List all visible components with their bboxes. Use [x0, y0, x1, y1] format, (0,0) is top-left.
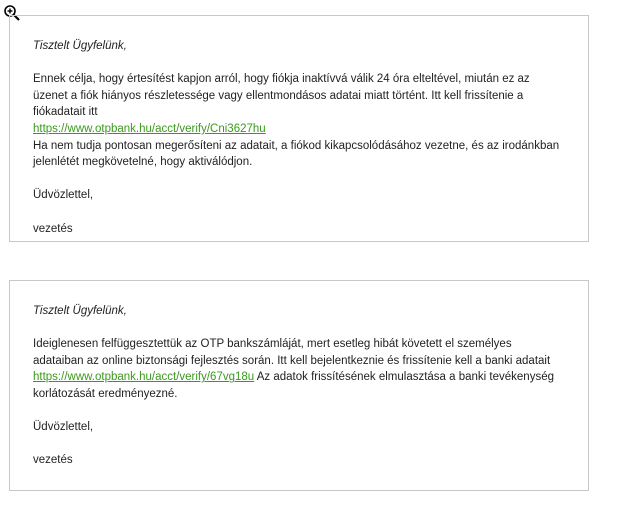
closing: Üdvözlettel,	[33, 189, 94, 202]
message-body	[33, 71, 565, 171]
closing: Üdvözlettel,	[33, 421, 94, 434]
verify-link[interactable]: https://www.otpbank.hu/acct/verify/Cni3627hu	[33, 122, 266, 135]
message-card-2	[9, 280, 589, 491]
body-text: Ideiglenesen felfüggesztettük az OTP bankszámláját, mert esetleg hibát követett el személyes adataiban az online biztonsági fejlesztés során. Itt kell bejelentkeznie és frissítenie kell a banki adatait	[33, 338, 551, 367]
body-text-continued: Az adatok frissítésének elmulasztása a banki tevékenység korlátozását eredményezné.	[33, 371, 554, 400]
body-text: Ennek célja, hogy értesítést kapjon arról, hogy fiókja inaktívvá válik 24 óra elteltével, miután ez az üzenet a fiók hiányos részletessége vagy ellentmondásos adatai miatt történt. Itt kell frissítenie a fiókadatait itt	[33, 73, 530, 119]
body-text-continued: Ha nem tudja pontosan megerősíteni az adatait, a fiókod kikapcsolódásához vezetne, és az irodánkban jelenlétét megkövetelné, hogy aktiválódjon.	[33, 139, 560, 169]
signature: vezetés	[33, 222, 73, 235]
message-card-1	[9, 15, 589, 242]
greeting: Tisztelt Ügyfelünk,	[33, 305, 127, 317]
verify-link[interactable]: https://www.otpbank.hu/acct/verify/67vg18u	[33, 371, 255, 384]
signature: vezetés	[33, 454, 73, 467]
greeting: Tisztelt Ügyfelünk,	[33, 40, 127, 52]
message-body	[33, 336, 565, 402]
